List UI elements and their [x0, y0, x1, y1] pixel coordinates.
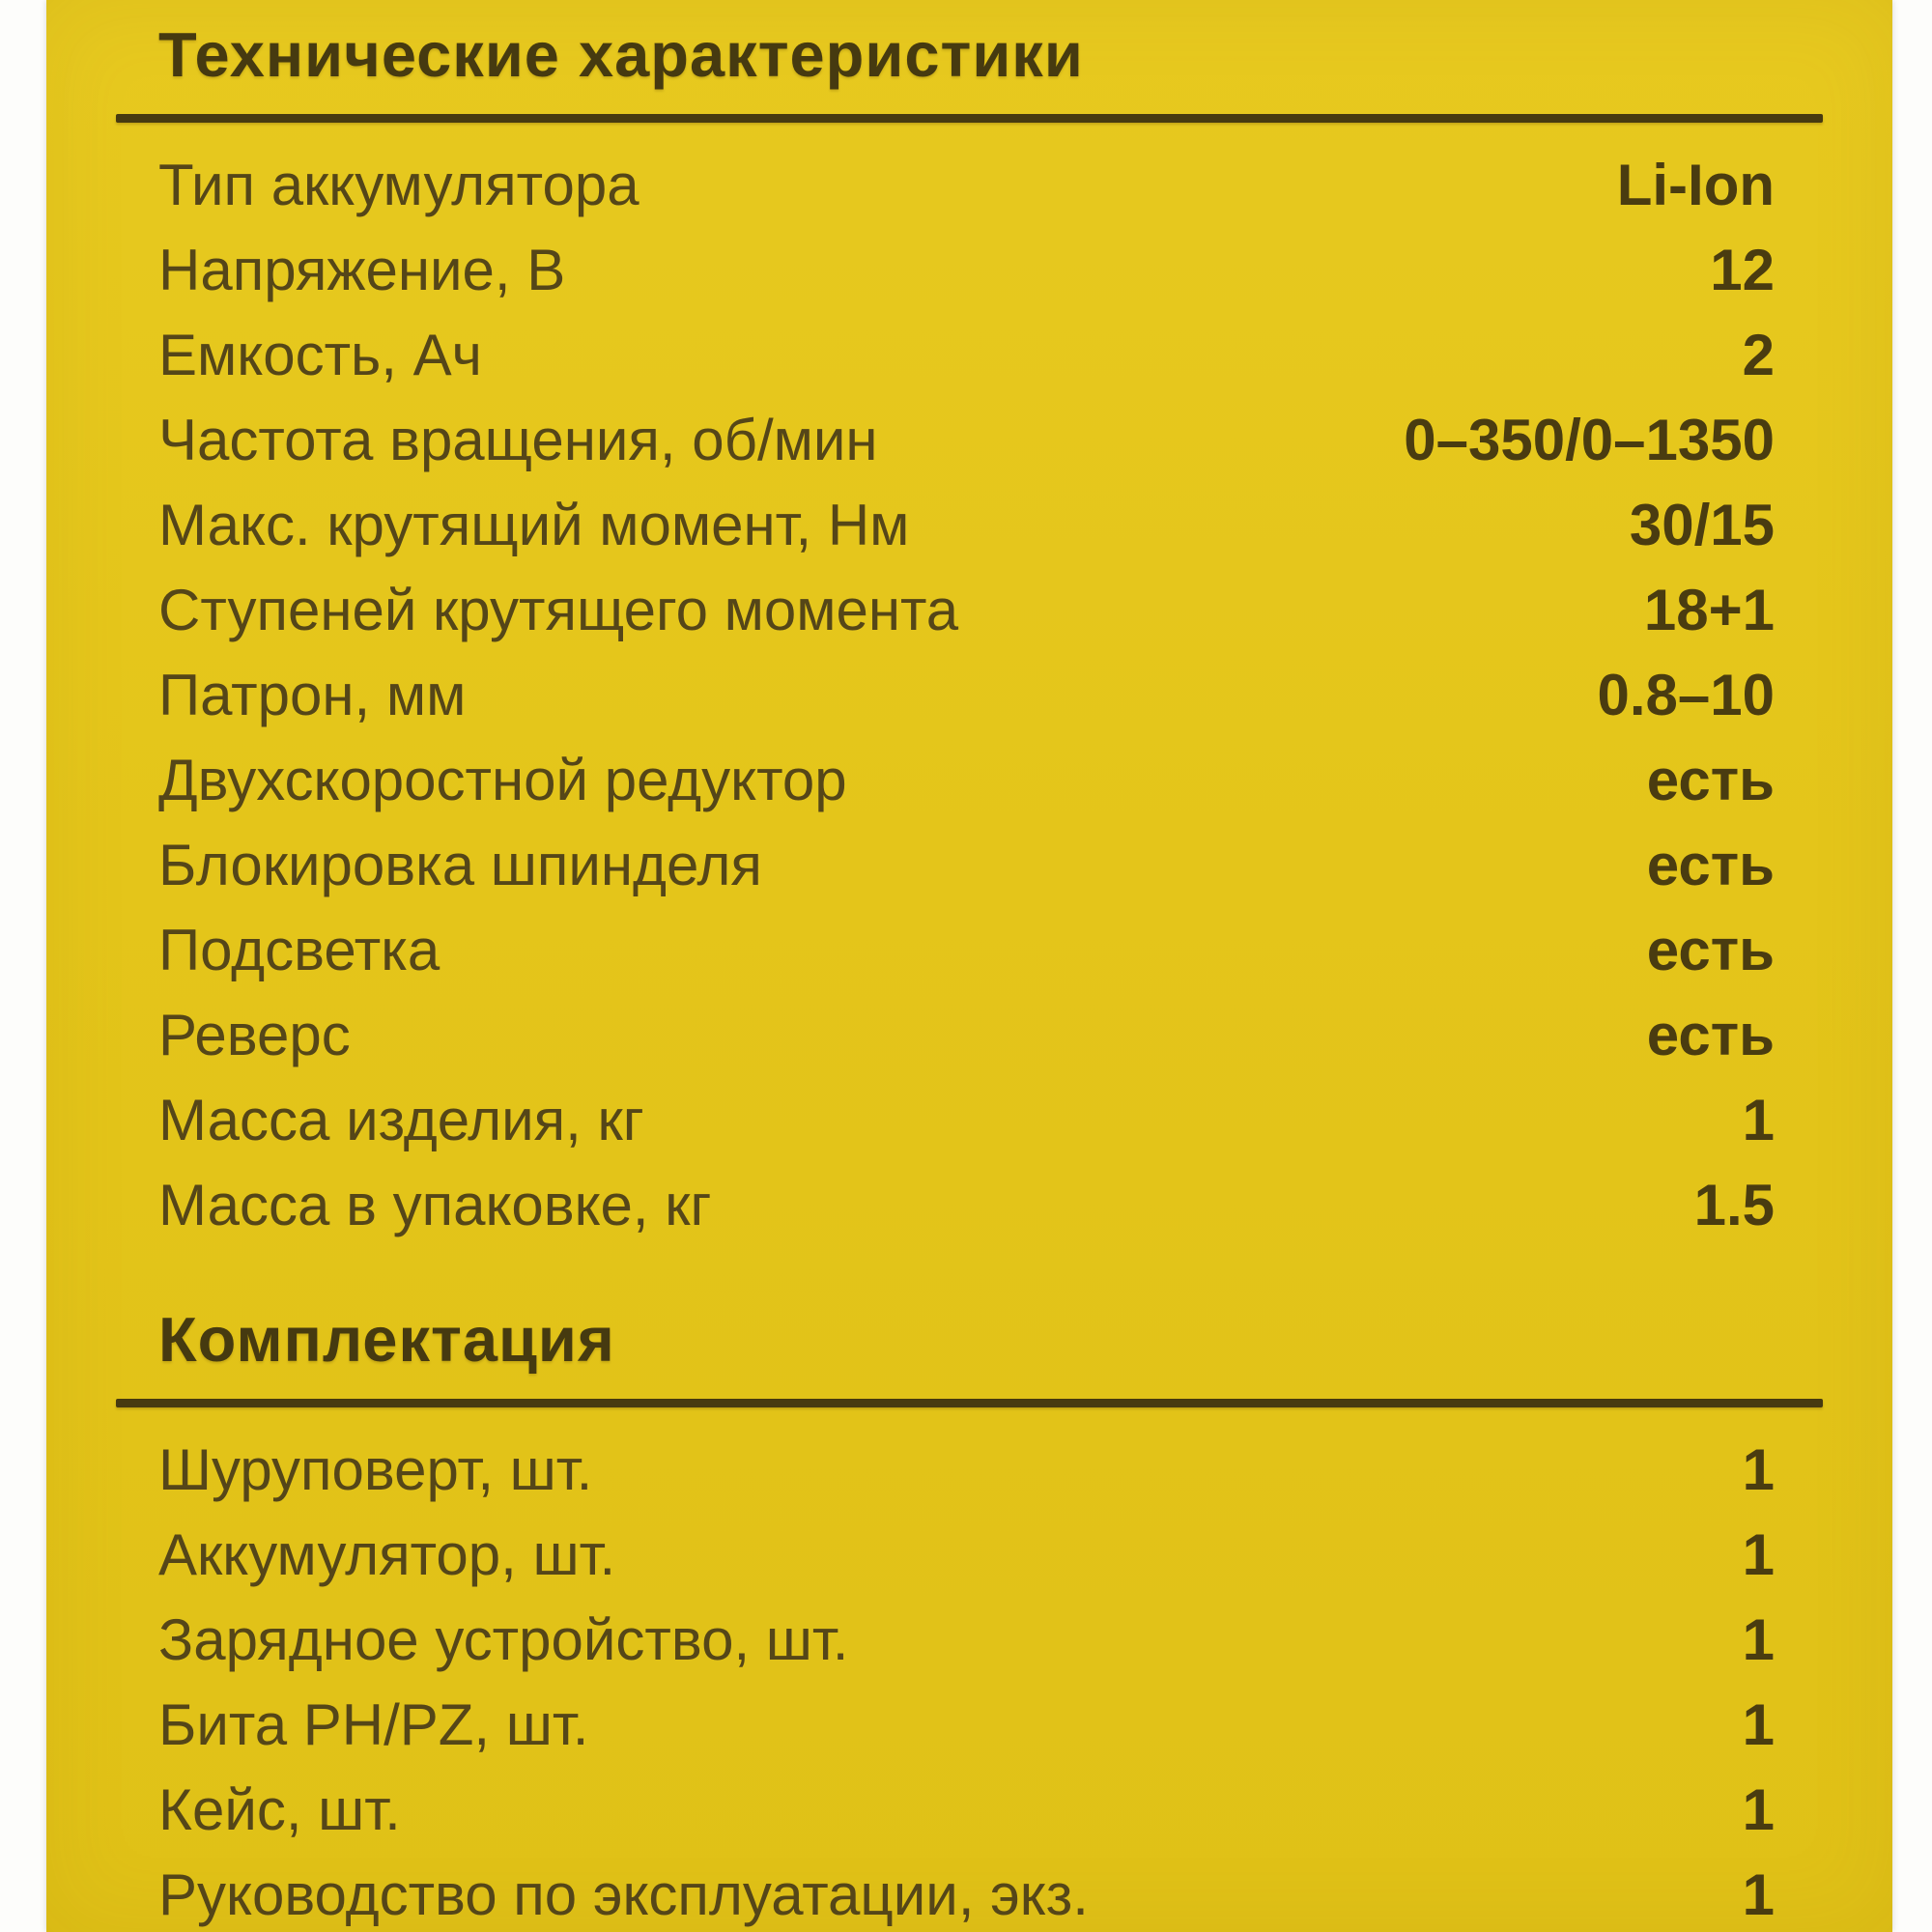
spec-row: [158, 1853, 1775, 1932]
spec-label: Двухскоростной редуктор: [158, 748, 847, 812]
spec-value: 1: [1742, 1692, 1775, 1757]
spec-row: [158, 823, 1775, 908]
spec-value: 0–350/0–1350: [1404, 408, 1775, 472]
spec-row: [158, 1598, 1775, 1683]
spec-row: [158, 1683, 1775, 1768]
spec-value: есть: [1646, 1003, 1775, 1067]
spec-label: Реверс: [158, 1003, 351, 1067]
spec-value: 1: [1742, 1437, 1775, 1502]
spec-label: Аккумулятор, шт.: [158, 1522, 616, 1587]
spec-value: 30/15: [1629, 493, 1775, 557]
spec-value: есть: [1646, 833, 1775, 897]
spec-value: 12: [1710, 238, 1775, 302]
spec-row: [158, 398, 1775, 483]
spec-row: [158, 1513, 1775, 1598]
spec-label: Масса в упаковке, кг: [158, 1173, 712, 1237]
spec-label: Блокировка шпинделя: [158, 833, 762, 897]
spec-row: [158, 1163, 1775, 1248]
section-divider: [116, 114, 1823, 123]
spec-row: [158, 1428, 1775, 1513]
spec-label: Кейс, шт.: [158, 1777, 401, 1842]
spec-label: Шуруповерт, шт.: [158, 1437, 593, 1502]
spec-label-sheet: [46, 0, 1892, 1932]
spec-value: 1: [1742, 1607, 1775, 1672]
spec-row: [158, 228, 1775, 313]
spec-row: [158, 908, 1775, 993]
spec-row: [158, 653, 1775, 738]
label-content: [46, 0, 1892, 1932]
spec-value: 1: [1742, 1522, 1775, 1587]
spec-label: Напряжение, В: [158, 238, 566, 302]
spec-value: 1: [1742, 1777, 1775, 1842]
spec-label: Емкость, Ач: [158, 323, 482, 387]
spec-row: [158, 483, 1775, 568]
spec-value: 1.5: [1693, 1173, 1775, 1237]
section-specifications: [158, 0, 1775, 1248]
section-title: Технические характеристики: [158, 19, 1084, 90]
spec-value: Li-Ion: [1616, 153, 1775, 217]
spec-value: 1: [1742, 1862, 1775, 1927]
spec-row: [158, 568, 1775, 653]
spec-value: 0.8–10: [1597, 663, 1775, 727]
spec-label: Подсветка: [158, 918, 440, 982]
spec-label: Тип аккумулятора: [158, 153, 639, 217]
spec-label: Ступеней крутящего момента: [158, 578, 959, 642]
spec-value: есть: [1646, 918, 1775, 982]
spec-label: Масса изделия, кг: [158, 1088, 644, 1152]
spec-value: 1: [1742, 1088, 1775, 1152]
spec-label: Бита PH/PZ, шт.: [158, 1692, 589, 1757]
spec-label: Патрон, мм: [158, 663, 467, 727]
spec-row: [158, 313, 1775, 398]
section-title: Комплектация: [158, 1304, 615, 1375]
spec-value: 18+1: [1643, 578, 1775, 642]
spec-label: Частота вращения, об/мин: [158, 408, 878, 472]
spec-value: есть: [1646, 748, 1775, 812]
spec-value: 2: [1742, 323, 1775, 387]
section-package-contents: [158, 1248, 1775, 1932]
spec-row: [158, 738, 1775, 823]
spec-row: [158, 1768, 1775, 1853]
section-divider: [116, 1399, 1823, 1407]
spec-label: Руководство по эксплуатации, экз.: [158, 1862, 1089, 1927]
spec-rows: [158, 143, 1775, 1248]
spec-row: [158, 1078, 1775, 1163]
spec-row: [158, 993, 1775, 1078]
spec-label: Зарядное устройство, шт.: [158, 1607, 849, 1672]
package-rows: [158, 1428, 1775, 1932]
spec-label: Макс. крутящий момент, Нм: [158, 493, 910, 557]
spec-row: [158, 143, 1775, 228]
